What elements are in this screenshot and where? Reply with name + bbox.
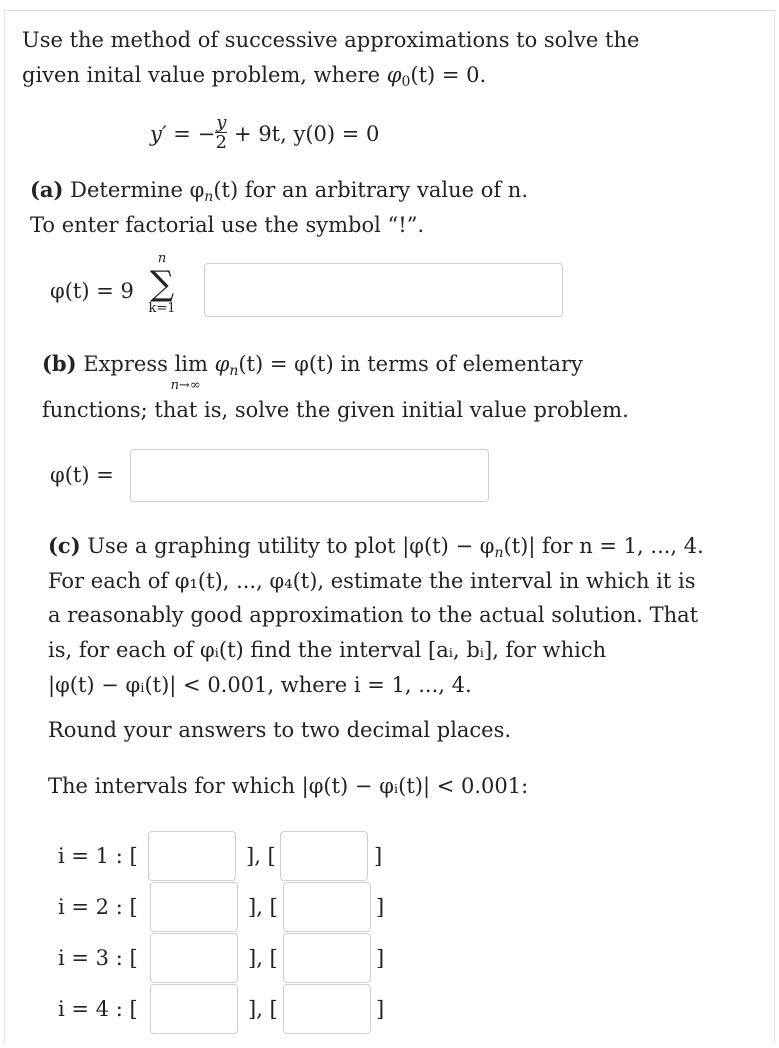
ode-equation: y′ = − $\frac{y}{2}$ + 9t, y(0) = 0 — [150, 112, 380, 153]
part-c-line-1: (c) Use a graphing utility to plot $|\varphi(t) - \varphi_n(t)|$ for n = 1, ..., 4. — [48, 533, 704, 561]
interval-row-end: ] — [376, 997, 385, 1021]
interval-row-mid: ], [ — [248, 997, 278, 1021]
interval-1-lower-input[interactable] — [148, 831, 236, 881]
interval-row-label: i = 2 : [ — [58, 895, 138, 919]
intervals-label: The intervals for which |φ(t) − φᵢ(t)| < 0.001: — [48, 774, 529, 798]
part-c-line-5: |φ(t) − φᵢ(t)| < 0.001, where i = 1, ..., 4. — [48, 673, 472, 697]
interval-row-end: ] — [376, 895, 385, 919]
part-a-prompt: (a) Determine $\varphi_n(t)$ for an arbitrary value of n. — [30, 177, 528, 205]
interval-3-lower-input[interactable] — [150, 933, 238, 983]
interval-3-upper-input[interactable] — [283, 933, 371, 983]
round-note: Round your answers to two decimal places. — [48, 718, 512, 742]
interval-row-label: i = 3 : [ — [58, 946, 138, 970]
part-b-prompt: (b) Express lim n→∞ $\varphi_n(t) = \varphi(t)$ in terms of elementary — [42, 351, 583, 393]
part-b-line-2: functions; that is, solve the given initial value problem. — [42, 398, 629, 422]
sum-term-input[interactable] — [204, 263, 563, 317]
interval-2-upper-input[interactable] — [283, 882, 371, 932]
phi-solution-lhs: φ(t) = — [50, 463, 114, 487]
factorial-note: To enter factorial use the symbol “!”. — [30, 213, 425, 237]
interval-1-upper-input[interactable] — [280, 831, 368, 881]
summation-symbol: n ∑ k=1 — [148, 251, 176, 316]
phi-sum-lhs: φ(t) = 9 — [50, 279, 134, 303]
part-c-line-2: For each of φ₁(t), ..., φ₄(t), estimate the interval in which it is — [48, 569, 696, 593]
interval-2-lower-input[interactable] — [150, 882, 238, 932]
part-c-line-4: is, for each of φᵢ(t) find the interval [aᵢ, bᵢ], for which — [48, 638, 607, 662]
interval-row-end: ] — [376, 946, 385, 970]
interval-row-mid: ], [ — [248, 895, 278, 919]
interval-row-label: i = 4 : [ — [58, 997, 138, 1021]
interval-row-mid: ], [ — [246, 844, 276, 868]
intro-line-2: given inital value problem, where $\varphi_0(t) = 0$. — [22, 63, 487, 90]
problem-card — [4, 10, 775, 1044]
interval-4-lower-input[interactable] — [150, 984, 238, 1034]
interval-4-upper-input[interactable] — [283, 984, 371, 1034]
interval-row-label: i = 1 : [ — [58, 844, 138, 868]
interval-row-mid: ], [ — [248, 946, 278, 970]
part-c-line-3: a reasonably good approximation to the actual solution. That — [48, 603, 699, 627]
intro-line-1: Use the method of successive approximations to solve the — [22, 28, 640, 52]
solution-input[interactable] — [130, 449, 489, 502]
interval-row-end: ] — [374, 844, 383, 868]
